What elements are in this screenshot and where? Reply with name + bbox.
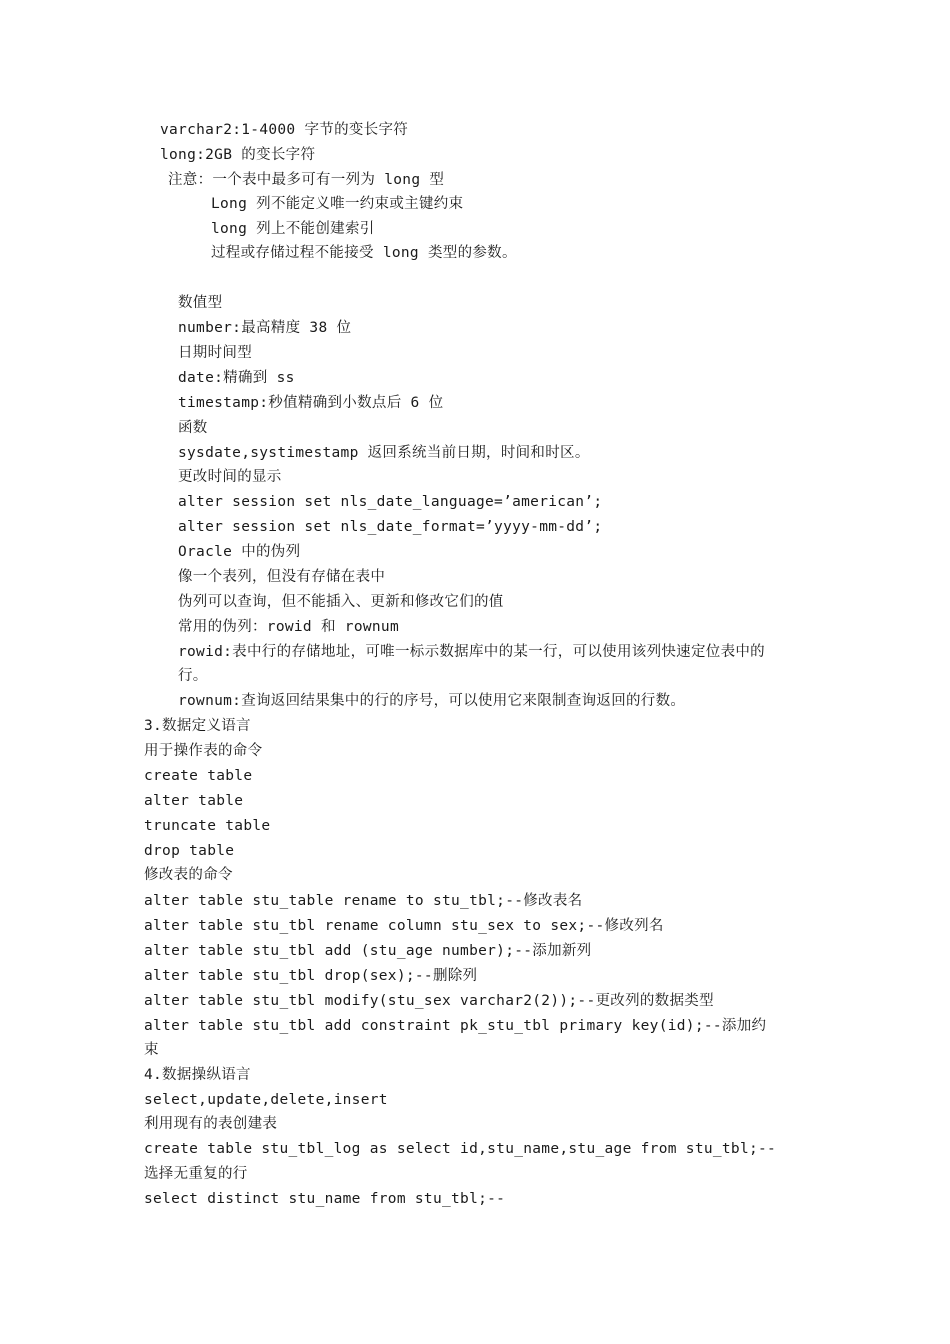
doc-line-table-commands: 用于操作表的命令 (144, 743, 263, 759)
doc-line-timestamp: timestamp:秒值精确到小数点后 6 位 (178, 395, 444, 411)
doc-line-functions: 函数 (178, 420, 208, 436)
doc-line-number: number:最高精度 38 位 (178, 320, 352, 336)
doc-line-varchar2: varchar2:1-4000 字节的变长字符 (160, 122, 409, 138)
doc-line-rowid-cont: 行。 (178, 668, 208, 684)
doc-line-truncate-table: truncate table (144, 818, 271, 834)
doc-line-date: date:精确到 ss (178, 370, 295, 386)
doc-line-note-1: Long 列不能定义唯一约束或主键约束 (211, 196, 464, 212)
doc-line-create-as-select: create table stu_tbl_log as select id,stu_name,stu_age from stu_tbl;-- (144, 1141, 777, 1157)
doc-line-alter-session-format: alter session set nls_date_format=’yyyy-mm-dd’; (178, 519, 603, 535)
doc-line-sysdate: sysdate,systimestamp 返回系统当前日期，时间和时区。 (178, 445, 590, 461)
doc-line-dml-statements: select,update,delete,insert (144, 1092, 388, 1108)
doc-line-drop-table: drop table (144, 843, 235, 859)
doc-line-common-pseudo: 常用的伪列：rowid 和 rownum (178, 619, 399, 635)
doc-line-note-2: long 列上不能创建索引 (211, 221, 375, 237)
doc-line-rowid: rowid:表中行的存储地址，可唯一标示数据库中的某一行，可以使用该列快速定位表中的 (178, 644, 765, 660)
doc-line-pseudo-desc-2: 伪列可以查询，但不能插入、更新和修改它们的值 (178, 594, 504, 610)
doc-line-rename-table: alter table stu_table rename to stu_tbl;--修改表名 (144, 893, 583, 909)
doc-line-create-table: create table (144, 768, 253, 784)
doc-line-add-constraint: alter table stu_tbl add constraint pk_stu_tbl primary key(id);--添加约 (144, 1018, 767, 1034)
doc-line-change-time-display: 更改时间的显示 (178, 469, 282, 485)
doc-line-select-distinct-desc: 选择无重复的行 (144, 1166, 248, 1182)
doc-line-long: long:2GB 的变长字符 (160, 147, 316, 163)
doc-heading-ddl: 3.数据定义语言 (144, 718, 251, 734)
doc-line-oracle-pseudocolumns: Oracle 中的伪列 (178, 544, 301, 560)
doc-line-pseudo-desc-1: 像一个表列，但没有存储在表中 (178, 569, 386, 585)
doc-line-numeric-type: 数值型 (178, 295, 223, 311)
doc-line-alter-session-language: alter session set nls_date_language=’american’; (178, 494, 603, 510)
doc-line-create-from-existing: 利用现有的表创建表 (144, 1116, 278, 1132)
doc-line-add-constraint-cont: 束 (144, 1042, 159, 1058)
doc-line-rownum: rownum:查询返回结果集中的行的序号，可以使用它来限制查询返回的行数。 (178, 693, 686, 709)
doc-line-datetime-type: 日期时间型 (178, 345, 252, 361)
doc-line-alter-table: alter table (144, 793, 244, 809)
doc-line-drop-column: alter table stu_tbl drop(sex);--删除列 (144, 968, 478, 984)
doc-line-modify-column: alter table stu_tbl modify(stu_sex varchar2(2));--更改列的数据类型 (144, 993, 714, 1009)
doc-line-modify-commands: 修改表的命令 (144, 867, 233, 883)
doc-line-rename-column: alter table stu_tbl rename column stu_sex to sex;--修改列名 (144, 918, 664, 934)
doc-line-note-3: 过程或存储过程不能接受 long 类型的参数。 (211, 245, 517, 261)
doc-line-note: 注意：一个表中最多可有一列为 long 型 (168, 172, 445, 188)
doc-heading-dml: 4.数据操纵语言 (144, 1067, 251, 1083)
doc-line-add-column: alter table stu_tbl add (stu_age number);--添加新列 (144, 943, 592, 959)
doc-line-select-distinct: select distinct stu_name from stu_tbl;-- (144, 1191, 506, 1207)
